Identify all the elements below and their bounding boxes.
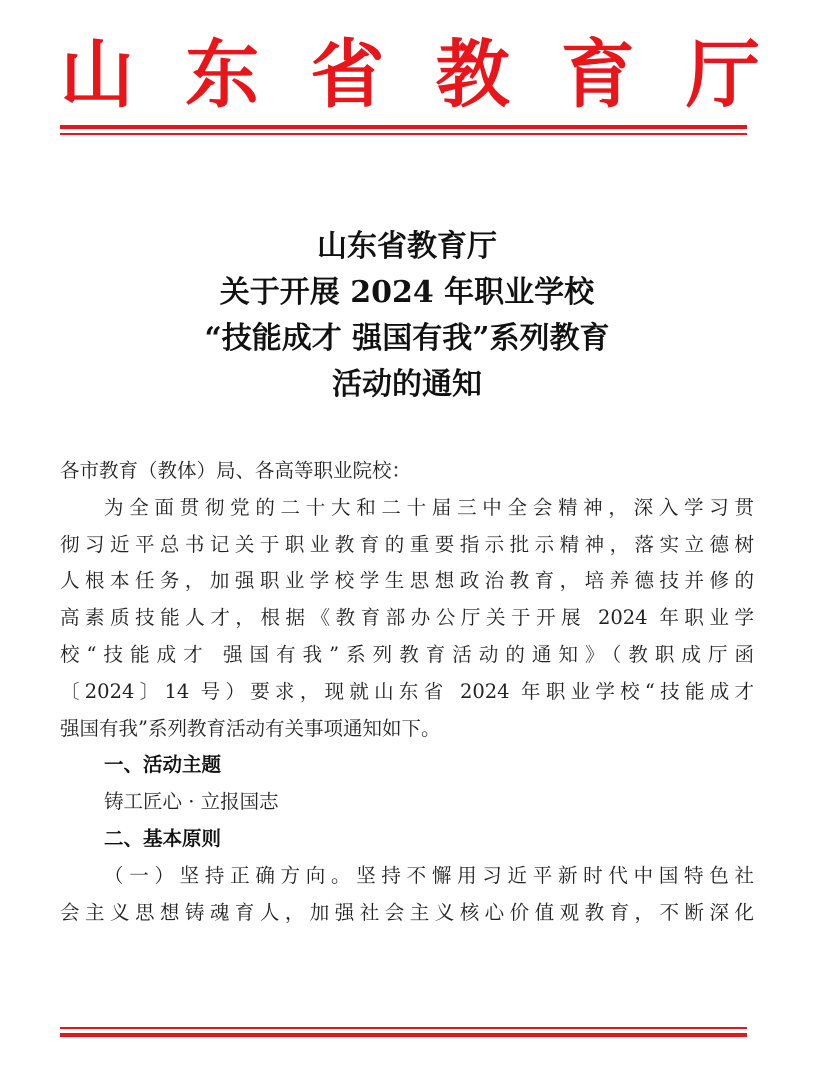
paragraph-line: 强国有我”系列教育活动有关事项通知如下。	[60, 716, 441, 740]
paragraph-line: 人根本任务，加强职业学校学生思想政治教育，培养德技并修的	[60, 569, 754, 593]
footer-divider-thick	[60, 1033, 747, 1037]
letterhead-char: 山	[60, 32, 134, 118]
paragraph-line: 校“技能成才 强国有我”系列教育活动的通知》（教职成厅函	[60, 642, 754, 666]
letterhead-title	[60, 30, 760, 120]
letterhead-char: 育	[560, 32, 635, 118]
paragraph-line: （一）坚持正确方向。坚持不懈用习近平新时代中国特色社	[104, 863, 754, 887]
paragraph-line: 为全面贯彻党的二十大和二十届三中全会精神，深入学习贯	[104, 495, 754, 519]
section-heading: 一、活动主题	[104, 753, 222, 777]
letterhead-divider-thin	[60, 133, 747, 135]
letterhead-char: 教	[435, 32, 510, 118]
document-body	[60, 453, 754, 931]
footer-divider-thin	[60, 1027, 747, 1029]
title-line: 关于开展 2024 年职业学校	[219, 275, 595, 310]
letterhead-char: 厅	[685, 32, 760, 118]
letterhead-divider-thick	[60, 125, 747, 129]
paragraph-line: 〔2024〕14 号）要求，现就山东省 2024 年职业学校“技能成才	[60, 679, 754, 703]
document-title	[60, 224, 754, 408]
letterhead-char: 东	[185, 32, 260, 118]
activity-theme: 铸工匠心 · 立报国志	[104, 790, 279, 814]
section-heading: 二、基本原则	[104, 826, 222, 850]
paragraph-line: 会主义思想铸魂育人，加强社会主义核心价值观教育，不断深化	[60, 900, 754, 924]
title-line: 活动的通知	[332, 367, 482, 402]
letterhead-char: 省	[310, 32, 385, 118]
title-line: 山东省教育厅	[317, 229, 497, 264]
salutation: 各市教育（教体）局、各高等职业院校：	[60, 459, 412, 482]
paragraph-line: 高素质技能人才，根据《教育部办公厅关于开展 2024 年职业学	[60, 606, 754, 630]
title-line: “技能成才 强国有我”系列教育	[204, 321, 610, 356]
paragraph-line: 彻习近平总书记关于职业教育的重要指示批示精神，落实立德树	[60, 532, 754, 556]
